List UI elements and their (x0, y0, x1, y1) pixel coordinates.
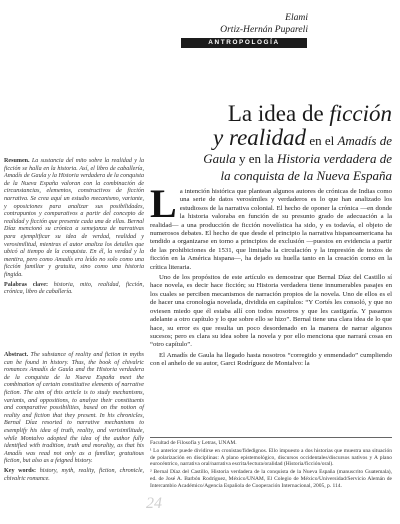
keywords-text: historia, mito, realidad, ficción, crónica, libro de caballería. (4, 281, 144, 296)
keywords-label: Key words: (4, 467, 37, 474)
footnote: Facultad de Filosofía y Letras, UNAM. (150, 440, 237, 446)
title-part: la conquista de la Nueva España (220, 168, 392, 183)
abstract-spanish (4, 158, 144, 297)
keywords-block (4, 468, 144, 483)
footnote: ² Bernal Díaz del Castillo, Historia verdadera de la conquista de la Nueva España (manuscrito Guatemala), ed. de José A. Barbón Rodríguez, México/UNAM, El Colegio de México/Universidad/Servicio Alemán de Intercambio Académico/Agencia Española de Cooperación Internacional, 2005, p. 114. (150, 469, 392, 489)
keywords-text: history, myth, reality, fiction, chronicle, chivalric romance. (4, 467, 144, 482)
article-authors (180, 12, 308, 36)
title-part: La idea de (227, 101, 330, 126)
title-part: y en la (235, 151, 277, 166)
body-paragraph (150, 181, 392, 272)
title-part: Gaula (203, 151, 236, 166)
article-title (150, 102, 392, 184)
keywords-block (4, 282, 144, 297)
footnote: ¹ Lo anterior puede dividirse en cronistas/fidedignos. Ello impuesto a dos historias que muestra una situación de polarización en disciplinas: A plano epistemológico, discursos occidentales/discursos nativos y A plano eurocéntrico, narrativa oral/narrativa escrita/lectura/oralidad (Historia/ficción/oral). (150, 447, 392, 468)
title-part: en el (306, 133, 338, 148)
drop-cap: L (150, 181, 177, 226)
body-paragraph: El Amadís de Gaula ha llegado hasta nosotros “corregido y enmendado” cumpliendo con el anhelo de su autor, Garci Rodríguez de Montalvo: la (150, 351, 392, 368)
abstract-text: The substance of reality and fiction in myths can be found in history. Thus, the book of chivalric romances Amadís de Gaula and the Historia verdadera de la conquista de la Nueva España meet the combination of certain constitutive elements of narrative fiction. The aim of this article is to study mechanisms, variants, and oppositions, to analyze their constituents and comparative possibilities, based on the notion of reality and fiction that they present. In his chronicles, Bernal Díaz resorted to narrative mechanisms to exemplify his idea of truth, reality, and verisimilitude, while Montalvo adopted the idea of the author fully identified with tradition, truth and morality, as that his Amadís was read not only as a familiar, gratuitous fiction, but also as a feigned history. (4, 352, 144, 465)
paragraph-text: a intención histórica que plantean algunos autores de crónicas de Indias como una serie de datos verosímiles y verdaderos es lo que han analizado los estudiosos de la narrativa colonial. El hecho de oponer la crónica —en donde la historia valoraba en función de su presunto grado de adecuación a la realidad— a una producción de ficción novelística ha sido, y es todavía, el objeto de numerosos debates. El hecho de que desde el principio la narrativa hispanoamericana ha tendido a organizarse en torno a principios de exclusión —puestos en evidencia a partir de las prohibiciones de 1531, que limitaba la circulación y la impresión de textos de ficción en la América hispana—, ha dejado su huella tanto en la creación como en la crítica literaria. (150, 188, 392, 271)
author-full-name: Ortiz-Hernán Pupareli (220, 24, 308, 35)
title-part: ficción (329, 101, 392, 126)
abstract-text: La sustancia del mito sobre la realidad y la ficción se halla en la historia. Así, el libro de caballería, Amadís de Gaula y la Historia verdadera de la conquista de la Nueva España valoran con la combinación de circunstancias, elementos, constructivos de ficción narrativa. Se crea aquí un estudio mecanismo, variante, y oposiciones para analizar sus posibilidades, contrapuntos y comparativos a partir del concepto de realidad y ficción que presente cada una de ellas. Bernal Díaz mencionó su crónica a semejanza de narrativas para ejemplificar su idea de verdad, realidad y verosimilitud, mientras el autor analiza los detalles que ubicó al tiempo de la conquista. En él, la verdad y la mentira, pero como Amadís era leído no solo como una ficción familiar y gratuita, sino como una historia fingida. (4, 158, 144, 278)
section-label: ANTROPOLOGÍA (181, 38, 307, 48)
body-paragraph: Uno de los propósitos de este artículo es demostrar que Bernal Díaz del Castillo sí hace novela, es decir hace ficción; su Historia verdadera tiene innumerables pasajes en los cuales se perciben mecanismos de narración propios de la novela. Uno de ellos es el de hacer una cronología novelada, dividida en capítulos: “Y Cortés les consoló, y que no oviesen miedo que él estaba allí con todos nosotros y que les castigaría. Y pasamos adelante a otro capítulo y lo que sobre ello se hizo”. Bernal tiene una clara idea de lo que hace, su error es que resulta un poco desordenado en la manera de narrar algunos sucesos; pero es clara su idea sobre la novela y por ello menciona que narrará cosas en “otro capítulo”. (150, 274, 392, 349)
title-part: y realidad (213, 125, 307, 150)
article-body (150, 181, 392, 371)
footnotes (150, 437, 392, 491)
title-part: Historia verdadera de (276, 151, 392, 166)
author-first-name: Elami (285, 12, 308, 23)
title-part: Amadís de (337, 133, 392, 148)
abstract-label: Resumen. (4, 158, 30, 164)
page-number: 24 (146, 495, 162, 512)
abstract-english (4, 352, 144, 483)
abstract-label: Abstract. (4, 352, 29, 358)
keywords-label: Palabras clave: (4, 281, 49, 288)
